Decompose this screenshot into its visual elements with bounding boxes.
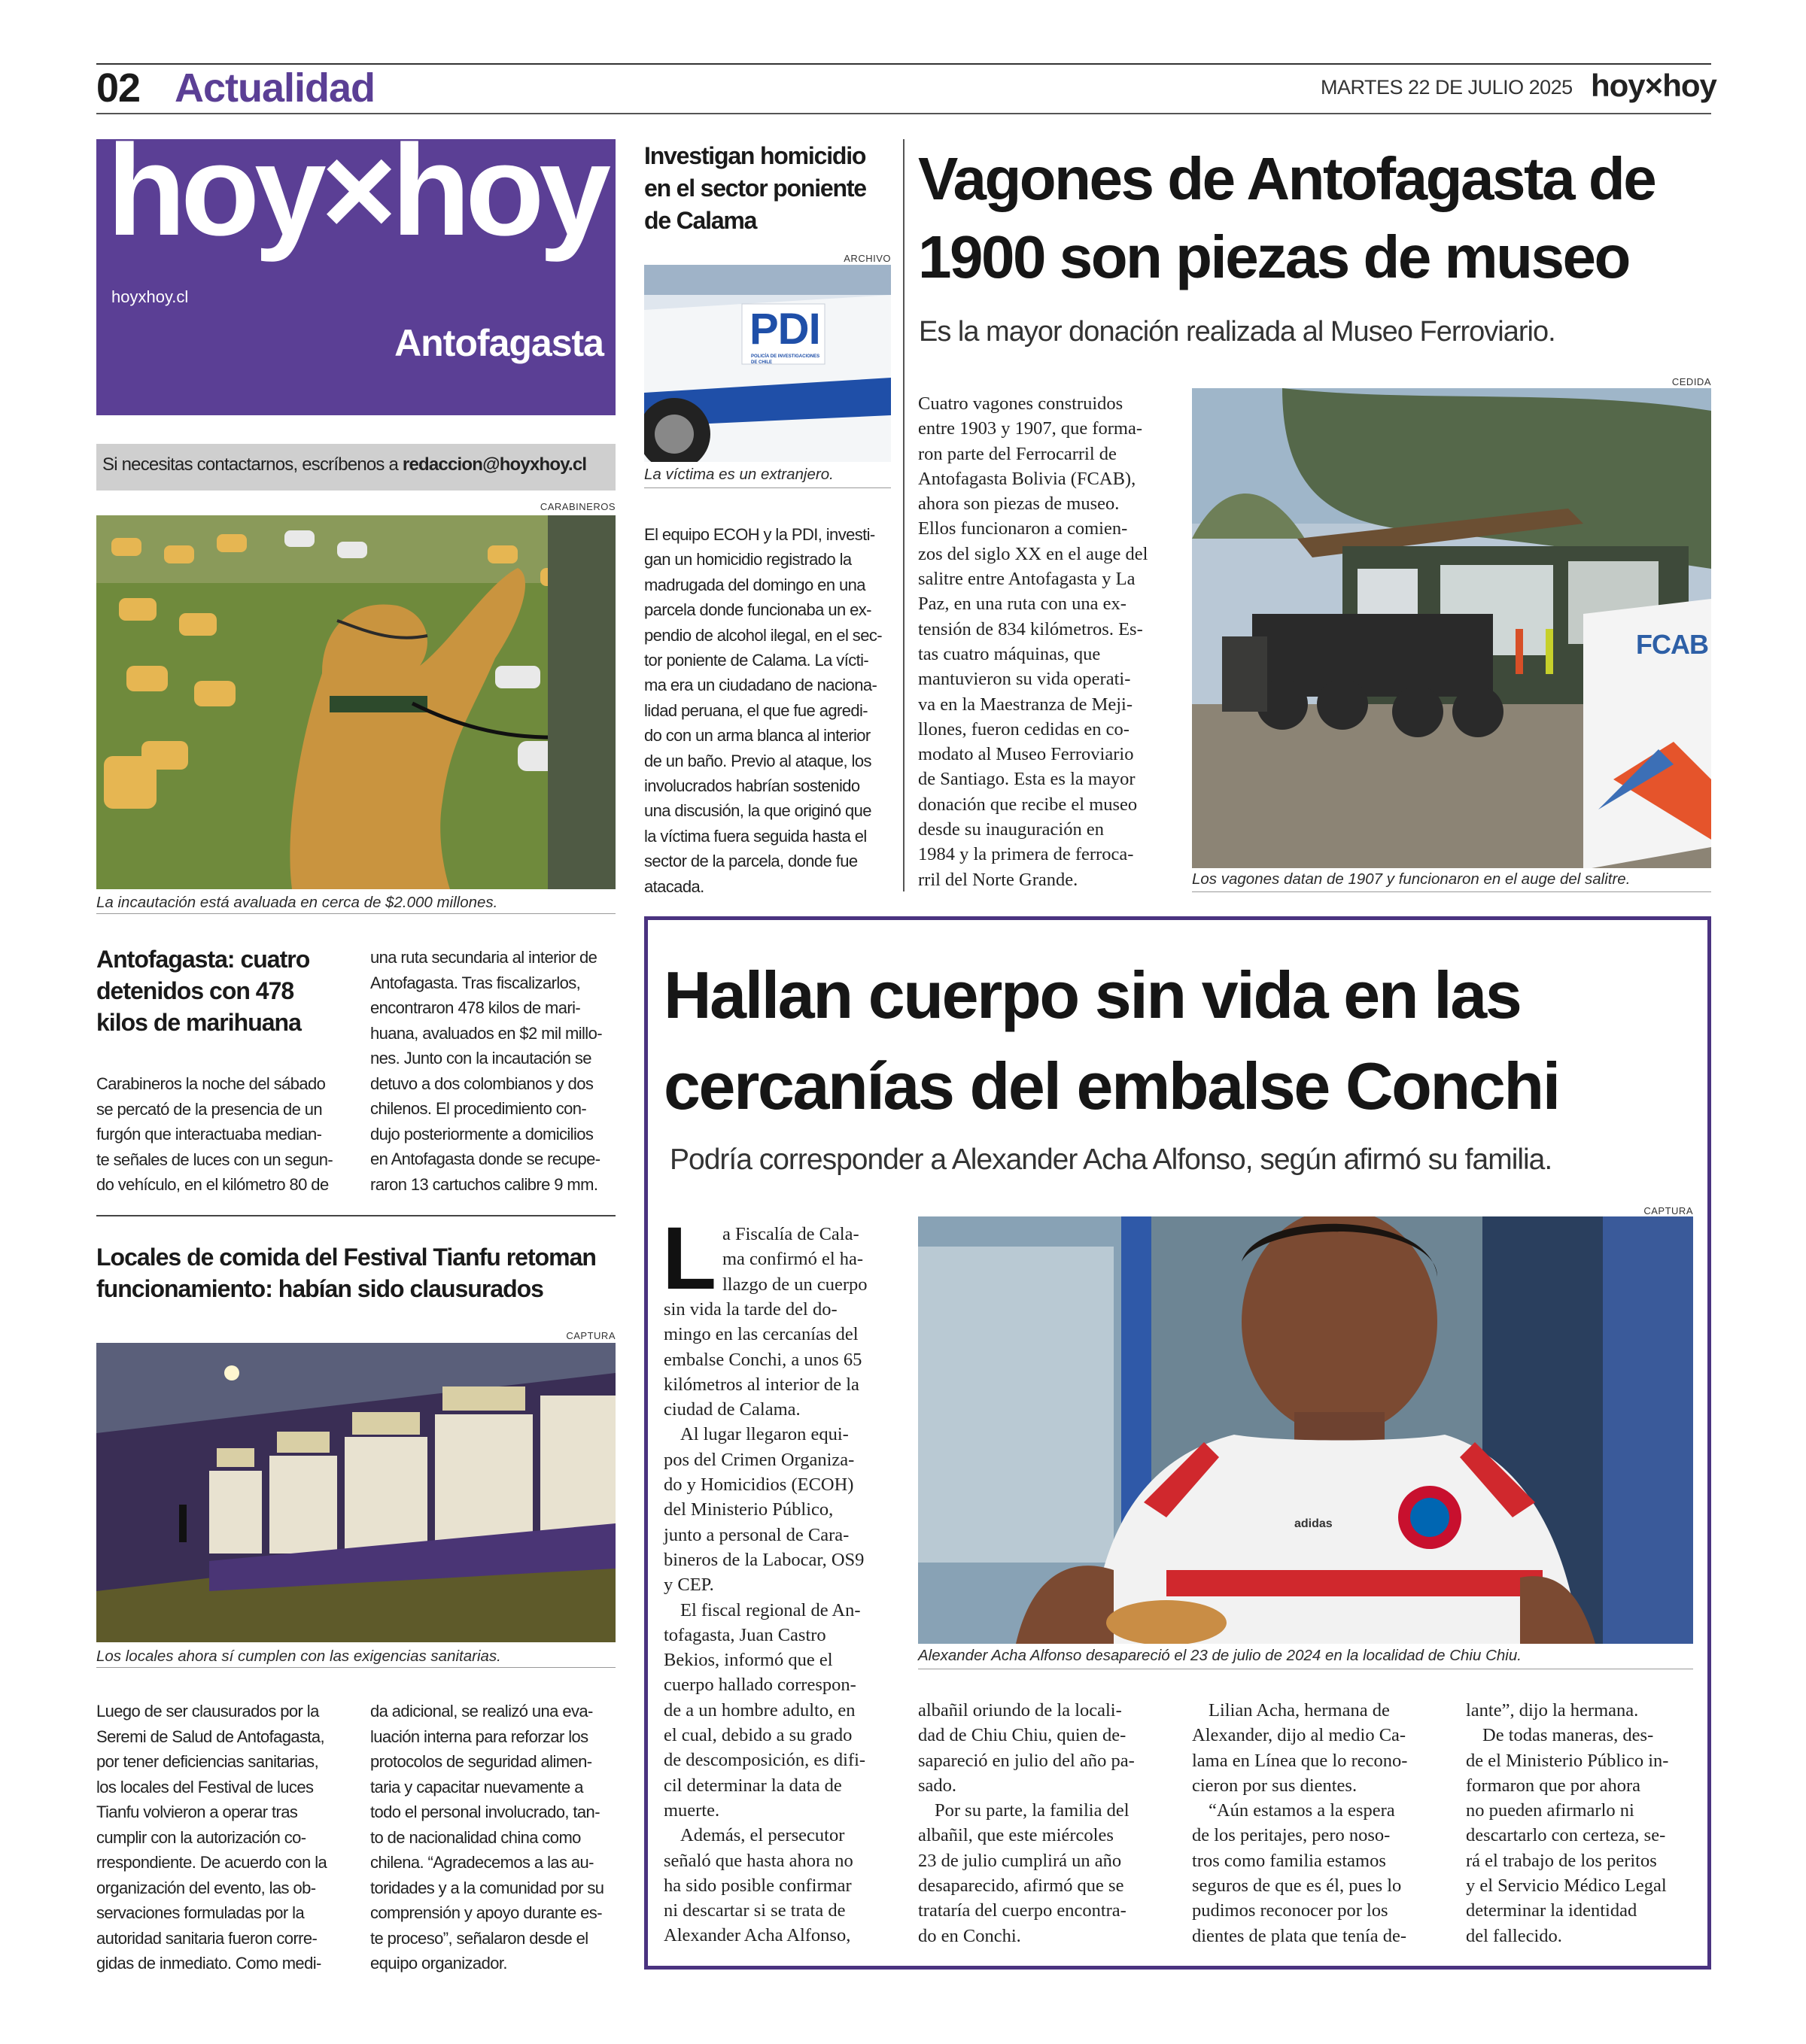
text-line: 23 de julio cumplirá un año bbox=[918, 1850, 1122, 1871]
text-line: Ellos funcionaron a comien- bbox=[918, 518, 1128, 539]
text-line: sado. bbox=[918, 1775, 957, 1796]
text-line: y el Servicio Médico Legal bbox=[1466, 1875, 1667, 1897]
text-line: tor poniente de Calama. La vícti- bbox=[644, 651, 869, 670]
text-line: entre 1903 y 1907, que forma- bbox=[918, 418, 1142, 439]
issue-date: MARTES 22 DE JULIO 2025 bbox=[1321, 76, 1573, 99]
text-line: de a un hombre adulto, en bbox=[664, 1699, 856, 1721]
tianfu-photo-credit: CAPTURA bbox=[566, 1330, 616, 1341]
contact-prefix: Si necesitas contactarnos, escríbenos a bbox=[102, 454, 403, 475]
text-line: de descomposición, es difi- bbox=[664, 1750, 866, 1771]
conchi-subhead: Podría corresponder a Alexander Acha Alfonso, según afirmó su familia. bbox=[670, 1143, 1552, 1176]
text-line: gidas de inmediato. Como medi- bbox=[96, 1954, 321, 1973]
text-line: kilómetros al interior de la bbox=[664, 1374, 859, 1395]
text-line: luación interna para reforzar los bbox=[370, 1727, 588, 1746]
text-line: servaciones formuladas por la bbox=[96, 1903, 305, 1922]
text-line: El fiscal regional de An- bbox=[680, 1599, 861, 1620]
text-line: ahora son piezas de museo. bbox=[918, 494, 1120, 515]
conchi-headline-line: Hallan cuerpo sin vida en las bbox=[664, 958, 1521, 1032]
text-line: de Santiago. Esta es la mayor bbox=[918, 769, 1136, 790]
text-line: Por su parte, la familia del bbox=[935, 1800, 1130, 1821]
text-line: tas cuatro máquinas, que bbox=[918, 643, 1101, 664]
header-logo: hoy×hoy bbox=[1591, 68, 1716, 103]
text-line: Además, el persecutor bbox=[680, 1825, 845, 1846]
text-line: de un baño. Previo al ataque, los bbox=[644, 751, 871, 770]
header-bottom-rule bbox=[96, 113, 1711, 114]
vagones-headline-line: Vagones de Antofagasta de bbox=[918, 145, 1655, 212]
text-line: te proceso”, señalaron desde el bbox=[370, 1928, 588, 1948]
calama-caption-rule bbox=[644, 487, 891, 488]
text-line: ron parte del Ferrocarril de bbox=[918, 443, 1117, 464]
text-line: mingo en las cercanías del bbox=[664, 1324, 859, 1345]
text-line: tensión de 834 kilómetros. Es- bbox=[918, 618, 1143, 639]
vagones-headline-line: 1900 son piezas de museo bbox=[918, 223, 1629, 290]
dog-headline-line: kilos de marihuana bbox=[96, 1009, 301, 1036]
calama-headline-line: en el sector poniente bbox=[644, 175, 866, 202]
vagones-photo-caption: Los vagones datan de 1907 y funcionaron en el auge del salitre. bbox=[1192, 870, 1631, 888]
tianfu-caption-rule bbox=[96, 1667, 616, 1668]
text-line: De todas maneras, des- bbox=[1482, 1725, 1654, 1746]
text-line: mantuvieron su vida operati- bbox=[918, 669, 1131, 690]
text-line: Carabineros la noche del sábado bbox=[96, 1074, 326, 1093]
text-line: de el Ministerio Público in- bbox=[1466, 1750, 1669, 1771]
text-line: a Fiscalía de Cala- bbox=[722, 1224, 859, 1244]
text-line: chilena. “Agradecemos a las au- bbox=[370, 1853, 594, 1872]
conchi-body-col3 bbox=[1192, 1698, 1437, 1948]
text-line: albañil, que este miércoles bbox=[918, 1825, 1114, 1846]
text-line: El equipo ECOH y la PDI, investi- bbox=[644, 525, 875, 544]
text-line: señaló que hasta ahora no bbox=[664, 1850, 853, 1871]
text-line: ma era un ciudadano de naciona- bbox=[644, 676, 877, 695]
text-line: do con un arma blanca al interior bbox=[644, 726, 871, 746]
dog-photo bbox=[96, 515, 616, 889]
text-line: lama en Línea que lo recono- bbox=[1192, 1750, 1408, 1771]
text-line: Seremi de Salud de Antofagasta, bbox=[96, 1727, 325, 1746]
text-line: del Ministerio Público, bbox=[664, 1499, 834, 1520]
text-line: por tener deficiencias sanitarias, bbox=[96, 1752, 319, 1771]
text-line: organización del evento, las ob- bbox=[96, 1878, 316, 1897]
text-line: en Antofagasta donde se recupe- bbox=[370, 1150, 600, 1168]
text-line: desaparecido, afirmó que se bbox=[918, 1875, 1124, 1897]
text-line: Cuatro vagones construidos bbox=[918, 393, 1123, 414]
text-line: autoridad sanitaria fueron corre- bbox=[96, 1928, 318, 1948]
text-line: albañil oriundo de la locali- bbox=[918, 1700, 1122, 1721]
dog-photo-caption: La incautación está avaluada en cerca de $2.000 millones. bbox=[96, 894, 498, 911]
text-line: involucrados habrían sostenido bbox=[644, 776, 860, 796]
text-line: madrugada del domingo en una bbox=[644, 575, 865, 594]
text-line: rá el trabajo de los peritos bbox=[1466, 1850, 1657, 1871]
text-line: detuvo a dos colombianos y dos bbox=[370, 1074, 594, 1093]
text-line: gan un homicidio registrado la bbox=[644, 550, 852, 569]
text-line: y CEP. bbox=[664, 1575, 714, 1596]
dog-headline bbox=[96, 943, 345, 1038]
conchi-body-col1 bbox=[664, 1297, 891, 1948]
text-line: cieron por sus dientes. bbox=[1192, 1775, 1358, 1796]
vagones-headline bbox=[918, 140, 1716, 296]
text-line: 1984 y la primera de ferroca- bbox=[918, 844, 1134, 865]
text-line: descartarlo con certeza, se- bbox=[1466, 1825, 1666, 1846]
text-line: embalse Conchi, a unos 65 bbox=[664, 1349, 862, 1370]
text-line: sin vida la tarde del do- bbox=[664, 1299, 838, 1320]
tianfu-body-col2 bbox=[370, 1699, 619, 1976]
text-line: sapareció en julio del año pa- bbox=[918, 1750, 1135, 1771]
vagones-caption-rule bbox=[1192, 891, 1711, 892]
masthead-logo: hoy×hoy bbox=[107, 118, 607, 263]
text-line: modato al Museo Ferroviario bbox=[918, 744, 1134, 765]
text-line: dujo posteriormente a domicilios bbox=[370, 1124, 594, 1143]
conchi-headline bbox=[664, 949, 1710, 1131]
conchi-photo-caption: Alexander Acha Alfonso desapareció el 23 de julio de 2024 en la localidad de Chiu Chiu. bbox=[918, 1647, 1522, 1664]
tianfu-headline bbox=[96, 1241, 623, 1304]
fcab-banner-logo: FCAB bbox=[1636, 629, 1708, 660]
contact-email[interactable]: redaccion@hoyxhoy.cl bbox=[402, 454, 587, 475]
text-line: va en la Maestranza de Meji- bbox=[918, 694, 1133, 715]
text-line: el cual, debido a su grado bbox=[664, 1725, 853, 1746]
text-line: do y Homicidios (ECOH) bbox=[664, 1475, 854, 1496]
text-line: llones, fueron cedidas en co- bbox=[918, 718, 1130, 740]
text-line: ha sido posible confirmar bbox=[664, 1875, 852, 1896]
dog-caption-rule bbox=[96, 913, 616, 914]
calama-photo bbox=[644, 265, 891, 462]
text-line: Antofagasta. Tras fiscalizarlos, bbox=[370, 973, 581, 992]
text-line: Tianfu volvieron a operar tras bbox=[96, 1803, 298, 1821]
text-line: da adicional, se realizó una eva- bbox=[370, 1702, 593, 1721]
pdi-sublabel: POLICÍA DE INVESTIGACIONES DE CHILE bbox=[751, 354, 820, 365]
text-line: de los peritajes, pero noso- bbox=[1192, 1825, 1391, 1846]
text-line: muerte. bbox=[664, 1800, 720, 1821]
text-line: salitre entre Antofagasta y La bbox=[918, 569, 1136, 590]
text-line: Luego de ser clausurados por la bbox=[96, 1702, 319, 1721]
text-line: determinar la identidad bbox=[1466, 1900, 1637, 1921]
dog-headline-line: Antofagasta: cuatro bbox=[96, 946, 310, 973]
text-line: del fallecido. bbox=[1466, 1925, 1562, 1946]
text-line: te señales de luces con un segun- bbox=[96, 1150, 333, 1169]
tianfu-headline-line: funcionamiento: habían sido clausurados bbox=[96, 1275, 543, 1302]
text-line: trataría del cuerpo encontra- bbox=[918, 1900, 1126, 1921]
text-line: sector de la parcela, donde fue bbox=[644, 852, 858, 871]
text-line: rrespondiente. De acuerdo con la bbox=[96, 1853, 327, 1872]
calama-body bbox=[644, 522, 895, 899]
text-line: Alexander Acha Alfonso, bbox=[664, 1925, 851, 1946]
conchi-body-col2 bbox=[918, 1698, 1163, 1948]
text-line: encontraron 478 kilos de mari- bbox=[370, 998, 581, 1017]
text-line: dientes de plata que tenía de- bbox=[1192, 1925, 1407, 1946]
text-line: do en Conchi. bbox=[918, 1925, 1021, 1946]
dog-photo-credit: CARABINEROS bbox=[540, 501, 616, 512]
vagones-photo bbox=[1192, 388, 1711, 868]
text-line: cumplir con la autorización co- bbox=[96, 1827, 306, 1847]
text-line: tros como familia estamos bbox=[1192, 1850, 1386, 1871]
page-number: 02 bbox=[96, 65, 141, 111]
dog-headline-line: detenidos con 478 bbox=[96, 977, 294, 1004]
conchi-photo-credit: CAPTURA bbox=[1643, 1205, 1693, 1216]
shirt-brand-text: adidas bbox=[1294, 1517, 1333, 1530]
text-line: parcela donde funcionaba un ex- bbox=[644, 600, 871, 620]
text-line: Antofagasta Bolivia (FCAB), bbox=[918, 468, 1136, 489]
text-line: chilenos. El procedimiento con- bbox=[370, 1099, 587, 1118]
text-line: taria y capacitar nuevamente a bbox=[370, 1777, 583, 1796]
text-line: Al lugar llegaron equi- bbox=[680, 1424, 849, 1445]
vagones-photo-credit: CEDIDA bbox=[1671, 376, 1711, 387]
text-line: cil determinar la data de bbox=[664, 1775, 842, 1796]
text-line: furgón que interactuaba median- bbox=[96, 1125, 322, 1143]
text-line: Lilian Acha, hermana de bbox=[1209, 1700, 1390, 1721]
calama-photo-credit: ARCHIVO bbox=[844, 253, 891, 264]
text-line: tofagasta, Juan Castro bbox=[664, 1624, 826, 1645]
text-line: todo el personal involucrado, tan- bbox=[370, 1803, 600, 1821]
text-line: Alexander, dijo al medio Ca- bbox=[1192, 1725, 1406, 1746]
text-line: se percató de la presencia de un bbox=[96, 1099, 323, 1119]
text-line: protocolos de seguridad alimen- bbox=[370, 1752, 592, 1771]
dog-body-col1 bbox=[96, 1071, 348, 1198]
text-line: do vehículo, en el kilómetro 80 de bbox=[96, 1175, 329, 1194]
text-line: atacada. bbox=[644, 876, 704, 896]
conchi-photo bbox=[918, 1216, 1693, 1644]
text-line: bineros de la Labocar, OS9 bbox=[664, 1549, 865, 1570]
calama-headline-line: de Calama bbox=[644, 207, 757, 234]
text-line: zos del siglo XX en el auge del bbox=[918, 543, 1148, 564]
conchi-drop-cap: L bbox=[662, 1209, 717, 1308]
conchi-headline-line: cercanías del embalse Conchi bbox=[664, 1049, 1559, 1123]
text-line: pendio de alcohol ilegal, en el sec- bbox=[644, 625, 882, 645]
text-line: rril del Norte Grande. bbox=[918, 869, 1078, 890]
vagones-subhead: Es la mayor donación realizada al Museo Ferroviario. bbox=[919, 316, 1555, 348]
tianfu-photo bbox=[96, 1343, 616, 1642]
text-line: una discusión, la que originó que bbox=[644, 801, 871, 821]
text-line: junto a personal de Cara- bbox=[664, 1524, 850, 1545]
text-line: los locales del Festival de luces bbox=[96, 1777, 314, 1796]
text-line: la víctima fuera seguida hasta el bbox=[644, 826, 867, 846]
text-line: dad de Chiu Chiu, quien de- bbox=[918, 1725, 1126, 1746]
text-line: seguros de que es él, pues lo bbox=[1192, 1875, 1402, 1897]
calama-headline-line: Investigan homicidio bbox=[644, 142, 866, 169]
conchi-body-intro bbox=[722, 1222, 891, 1297]
text-line: Bekios, informó que el bbox=[664, 1650, 833, 1671]
text-line: lante”, dijo la hermana. bbox=[1466, 1700, 1639, 1721]
tianfu-body-col1 bbox=[96, 1699, 348, 1976]
text-line: toridades y a la comunidad por su bbox=[370, 1878, 604, 1897]
text-line: ma confirmó el ha- bbox=[722, 1249, 864, 1270]
masthead-site: hoyxhoy.cl bbox=[111, 287, 189, 306]
dog-body-col2 bbox=[370, 945, 619, 1197]
text-line: to de nacionalidad china como bbox=[370, 1827, 581, 1847]
text-line: nes. Junto con la incautación se bbox=[370, 1049, 591, 1068]
calama-photo-caption: La víctima es un extranjero. bbox=[644, 466, 834, 483]
text-line: pos del Crimen Organiza- bbox=[664, 1449, 855, 1470]
conchi-body-col4 bbox=[1466, 1698, 1693, 1948]
vagones-body bbox=[918, 391, 1163, 892]
text-line: no pueden afirmarlo ni bbox=[1466, 1800, 1634, 1821]
contact-bar bbox=[96, 444, 616, 490]
calama-headline bbox=[644, 140, 900, 237]
text-line: ni descartar si se trata de bbox=[664, 1900, 846, 1921]
text-line: raron 13 cartuchos calibre 9 mm. bbox=[370, 1174, 598, 1194]
text-line: ciudad de Calama. bbox=[664, 1399, 801, 1420]
masthead-box bbox=[96, 118, 616, 415]
text-line: lidad peruana, el que fue agredi- bbox=[644, 700, 868, 720]
text-line: donación que recibe el museo bbox=[918, 794, 1138, 815]
tianfu-photo-caption: Los locales ahora sí cumplen con las exigencias sanitarias. bbox=[96, 1648, 501, 1665]
text-line: pudimos reconocer por los bbox=[1192, 1900, 1388, 1921]
text-line: llazgo de un cuerpo bbox=[722, 1274, 868, 1295]
text-line: huana, avaluados en $2 mil millo- bbox=[370, 1023, 602, 1043]
text-line: equipo organizador. bbox=[370, 1954, 507, 1973]
column-divider bbox=[903, 139, 905, 891]
section-title: Actualidad bbox=[175, 65, 375, 111]
text-line: cuerpo hallado correspon- bbox=[664, 1675, 856, 1696]
text-line: formaron que por ahora bbox=[1466, 1775, 1640, 1796]
text-line: Paz, en una ruta con una ex- bbox=[918, 594, 1126, 615]
text-line: “Aún estamos a la espera bbox=[1209, 1800, 1395, 1821]
pdi-label: PDI bbox=[749, 305, 820, 354]
dog-story-bottom-rule bbox=[96, 1215, 616, 1216]
masthead-city: Antofagasta bbox=[394, 322, 604, 364]
text-line: comprensión y apoyo durante es- bbox=[370, 1903, 602, 1922]
text-line: desde su inauguración en bbox=[918, 819, 1104, 840]
tianfu-headline-line: Locales de comida del Festival Tianfu retoman bbox=[96, 1244, 596, 1271]
text-line: una ruta secundaria al interior de bbox=[370, 948, 597, 967]
